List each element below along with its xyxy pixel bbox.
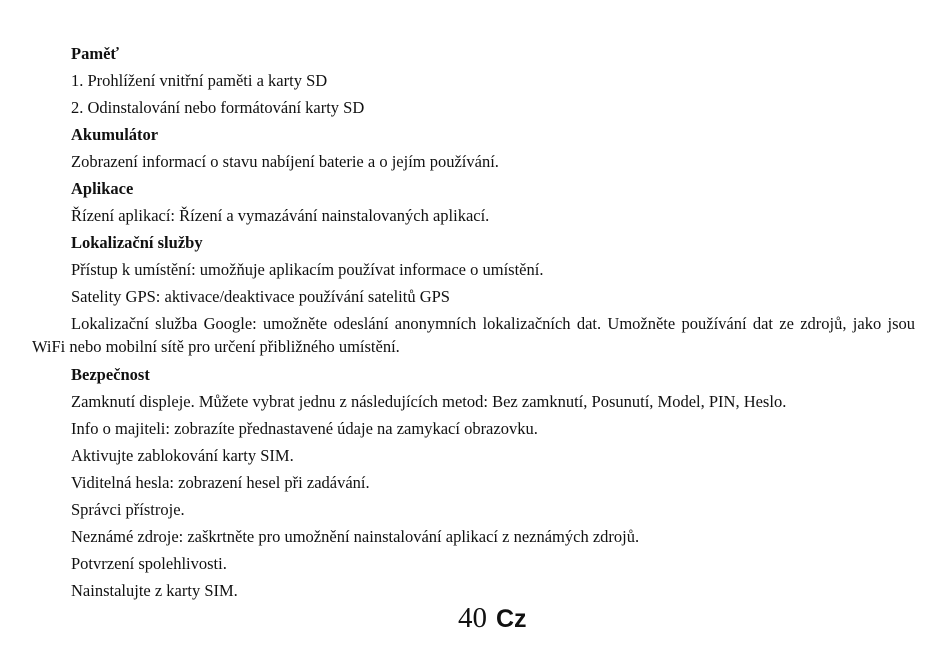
section-heading-lokalizace: Lokalizační služby [71, 233, 203, 252]
section-heading-pamet: Paměť [71, 44, 119, 63]
list-item: Potvrzení spolehlivosti. [71, 554, 227, 573]
list-item: Info o majiteli: zobrazíte přednastavené údaje na zamykací obrazovku. [71, 419, 538, 438]
document-body [0, 40, 950, 604]
section-heading-akumulator: Akumulátor [71, 125, 159, 144]
list-item: Správci přístroje. [71, 500, 185, 519]
list-item: 1. Prohlížení vnitřní paměti a karty SD [71, 71, 328, 90]
list-item: Zamknutí displeje. Můžete vybrat jednu z následujících metod: Bez zamknutí, Posunutí, Model, PIN, Heslo. [71, 392, 787, 411]
list-item: Řízení aplikací: Řízení a vymazávání nainstalovaných aplikací. [71, 206, 490, 225]
list-item: Nainstalujte z karty SIM. [71, 581, 238, 600]
paragraph-google-location: Lokalizační služba Google: umožněte odeslání anonymních lokalizačních dat. Umožněte používání dat ze zdrojů, jako jsou WiFi nebo mobilní sítě pro určení přibližného umístění. [32, 314, 915, 356]
section-heading-bezpecnost: Bezpečnost [71, 365, 150, 384]
list-item: Zobrazení informací o stavu nabíjení baterie a o jejím používání. [71, 152, 499, 171]
list-item: Přístup k umístění: umožňuje aplikacím používat informace o umístění. [71, 260, 544, 279]
list-item: Satelity GPS: aktivace/deaktivace používání satelitů GPS [71, 287, 450, 306]
language-label: Cz [496, 605, 527, 633]
page-footer [458, 602, 527, 642]
list-item: 2. Odinstalování nebo formátování karty SD [71, 98, 365, 117]
list-item: Aktivujte zablokování karty SIM. [71, 446, 294, 465]
list-item: Viditelná hesla: zobrazení hesel při zadávání. [71, 473, 370, 492]
page-number: 40 [458, 602, 487, 634]
section-heading-aplikace: Aplikace [71, 179, 134, 198]
list-item: Neznámé zdroje: zaškrtněte pro umožnění nainstalování aplikací z neznámých zdrojů. [71, 527, 640, 546]
